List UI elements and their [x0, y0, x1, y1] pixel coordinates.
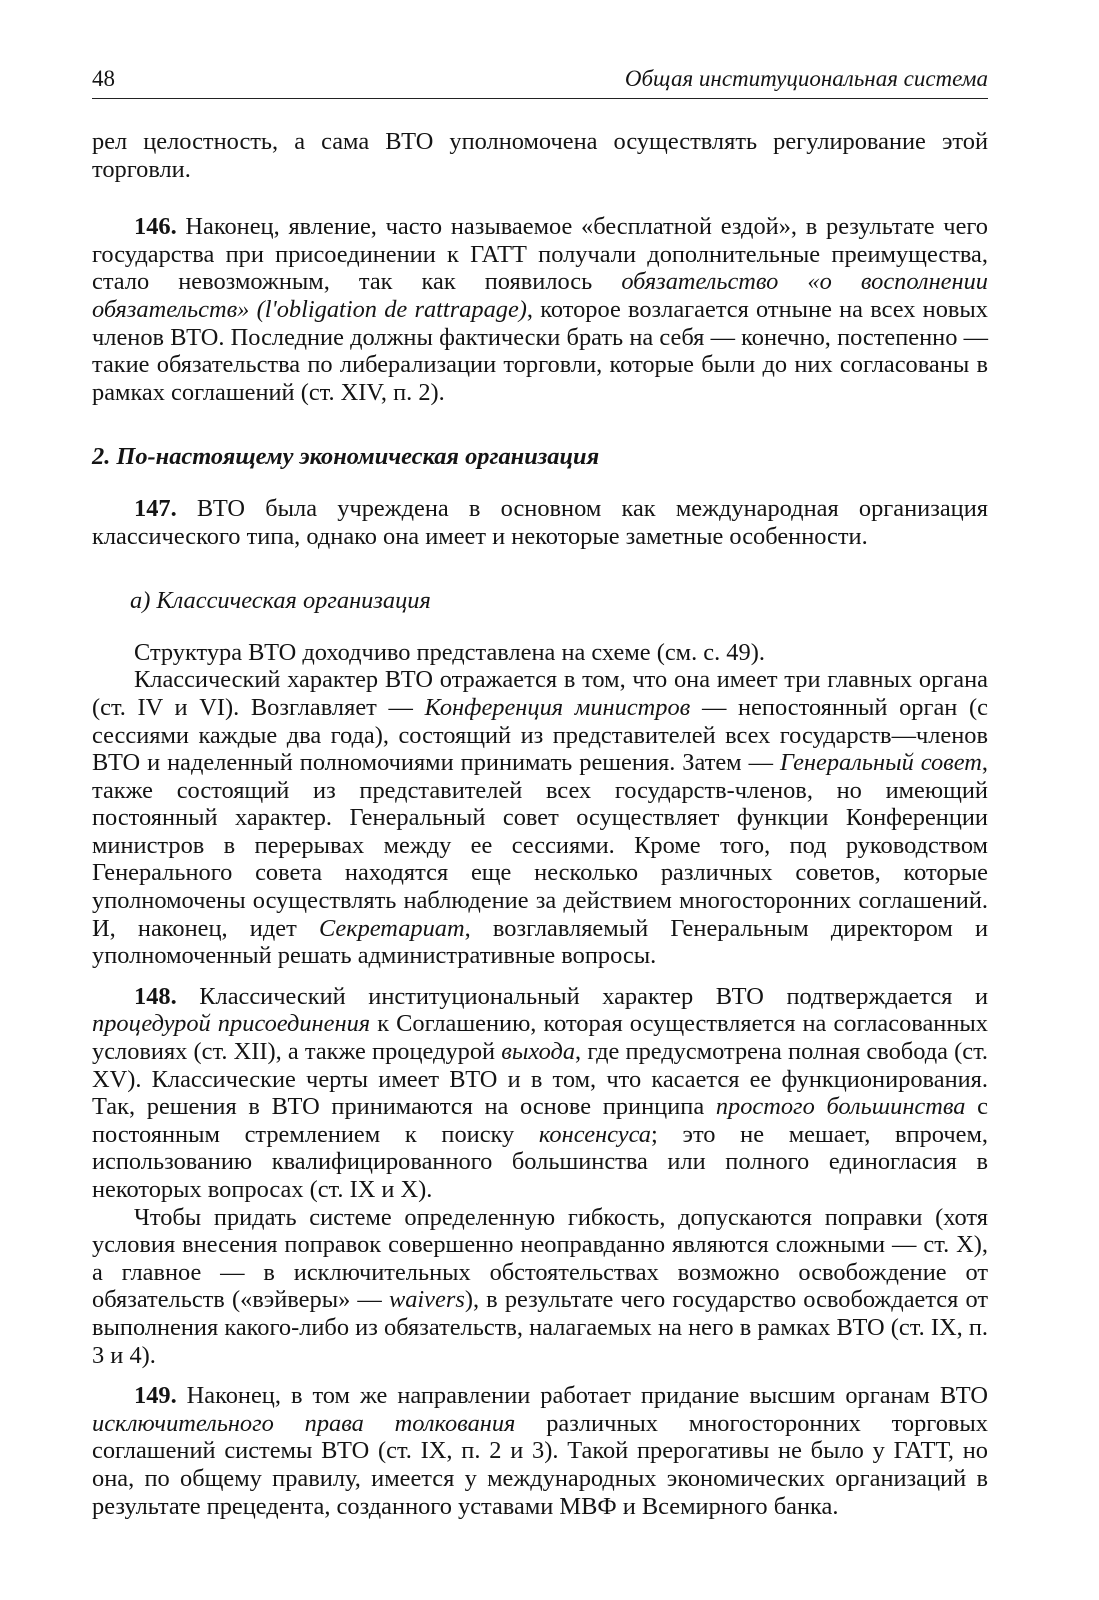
paragraph-text: с постоянным стремлением к поиску	[92, 1093, 988, 1148]
emphasis-text: исключительного права толкования	[92, 1409, 516, 1437]
paragraph-text: ), в результате чего государство освобождается от выполнения какого-либо из обязательств, налагаемых на него в рамках ВТО (ст. IX, п. 3 и 4).	[92, 1286, 989, 1369]
paragraph-text: Наконец, явление, часто называемое «бесплатной ездой», в результате чего государства при присоединении к ГАТТ получали дополнительные преимущества, стало невозможным, так как появилось	[92, 213, 988, 296]
running-title: Общая институциональная система	[624, 66, 988, 91]
emphasis-text: процедурой присоединения	[92, 1010, 371, 1038]
page-header	[92, 62, 988, 99]
paragraph-text: ; это не мешает, впрочем, использованию квалифицированного большинства или полного единогласия в некоторых вопросах (ст. IX и X).	[92, 1120, 988, 1203]
paragraph-text: Чтобы придать системе определенную гибкость, допускаются поправки (хотя условия внесения поправок совершенно неоправданно являются сложными — ст. X), а главное — в исключительных обстоятельствах возможно освобождение от обязательств («вэйверы» —	[92, 1203, 988, 1314]
paragraph-text: Классический институциональный характер ВТО подтверждается и	[176, 982, 988, 1010]
paragraph-structure: Структура ВТО доходчиво представлена на схеме (см. с. 49).	[134, 638, 765, 666]
paragraph-text: , возглавляемый Генеральным директором и уполномоченный решать административные вопросы.	[92, 914, 988, 970]
emphasis-text: простого большинства	[715, 1093, 966, 1121]
paragraph-149	[92, 1382, 988, 1520]
emphasis-text: выхода	[501, 1038, 576, 1066]
paragraph-text: ВТО была учреждена в основном как международная организация классического типа, однако она имеет и некоторые заметные особенности.	[92, 494, 988, 550]
paragraph-text: — непостоянный орган (с сессиями каждые два года), состоящий из представителей всех государств—членов ВТО и наделенный полномочиями принимать решения. Затем —	[92, 693, 988, 777]
paragraph-text: Классический характер ВТО отражается в том, что она имеет три главных органа (ст. IV и VI). Возглавляет —	[92, 666, 988, 721]
paragraph-146	[92, 213, 988, 406]
paragraph-text: Наконец, в том же направлении работает придание высшим органам ВТО	[176, 1382, 988, 1410]
paragraph-text: различных многосторонних торговых соглашений системы ВТО (ст. IX, п. 2 и 3). Такой прерогативы не было у ГАТТ, но она, по общему правилу, имеется у международных экономических организаций в результате прецедента, созданного уставами МВФ и Всемирного банка.	[92, 1409, 988, 1520]
paragraph-text: , которое возлагается отныне на всех новых членов ВТО. Последние должны фактически брать на себя — конечно, постепенно — такие обязательства по либерализации торговли, которые были до них согласованы в рамках соглашений (ст. XIV, п. 2).	[92, 295, 988, 406]
emphasis-text: waivers	[388, 1286, 465, 1314]
paragraph-147	[92, 495, 988, 550]
paragraph-flexibility	[92, 1204, 988, 1370]
emphasis-text: Генеральный совет	[779, 749, 982, 777]
paragraph-text: к Соглашению, которая осуществляется на согласованных условиях (ст. XII), а также процедурой	[92, 1010, 988, 1066]
emphasis-text: Секретариат	[318, 914, 465, 942]
paragraph-number: 148.	[134, 982, 177, 1010]
paragraph-number: 149.	[134, 1382, 177, 1410]
paragraph-continuation: рел целостность, а сама ВТО уполномочена осуществлять регулирование этой торговли.	[92, 128, 988, 183]
section-heading: 2. По-настоящему экономическая организация	[92, 443, 600, 471]
emphasis-text: Конференция министров	[424, 693, 691, 721]
page-body	[92, 128, 988, 1520]
subsection-heading: а) Классическая организация	[130, 587, 431, 615]
paragraph-text: , также состоящий из представителей всех государств-членов, но имеющий постоянный характер. Генеральный совет осуществляет функции Конференции министров в перерывах между ее сессиями. Кроме того, под руководством Генерального совета находятся еще несколько различных советов, которые уполномочены осуществлять наблюдение за действием многосторонних соглашений. И, наконец, идет	[92, 749, 988, 942]
paragraph-148	[92, 983, 988, 1204]
paragraph-number: 146.	[134, 213, 177, 241]
paragraph-text: , где предусмотрена полная свобода (ст. XV). Классические черты имеет ВТО и в том, что касается ее функционирования. Так, решения в ВТО принимаются на основе принципа	[92, 1038, 988, 1121]
emphasis-text: консенсуса	[538, 1120, 652, 1148]
paragraph-number: 147.	[134, 494, 177, 522]
page-number: 48	[92, 66, 115, 91]
paragraph-classic-character	[92, 666, 988, 970]
emphasis-text: обязательство «о восполнении обязательств» (l'obligation de rattrapage)	[92, 268, 988, 323]
